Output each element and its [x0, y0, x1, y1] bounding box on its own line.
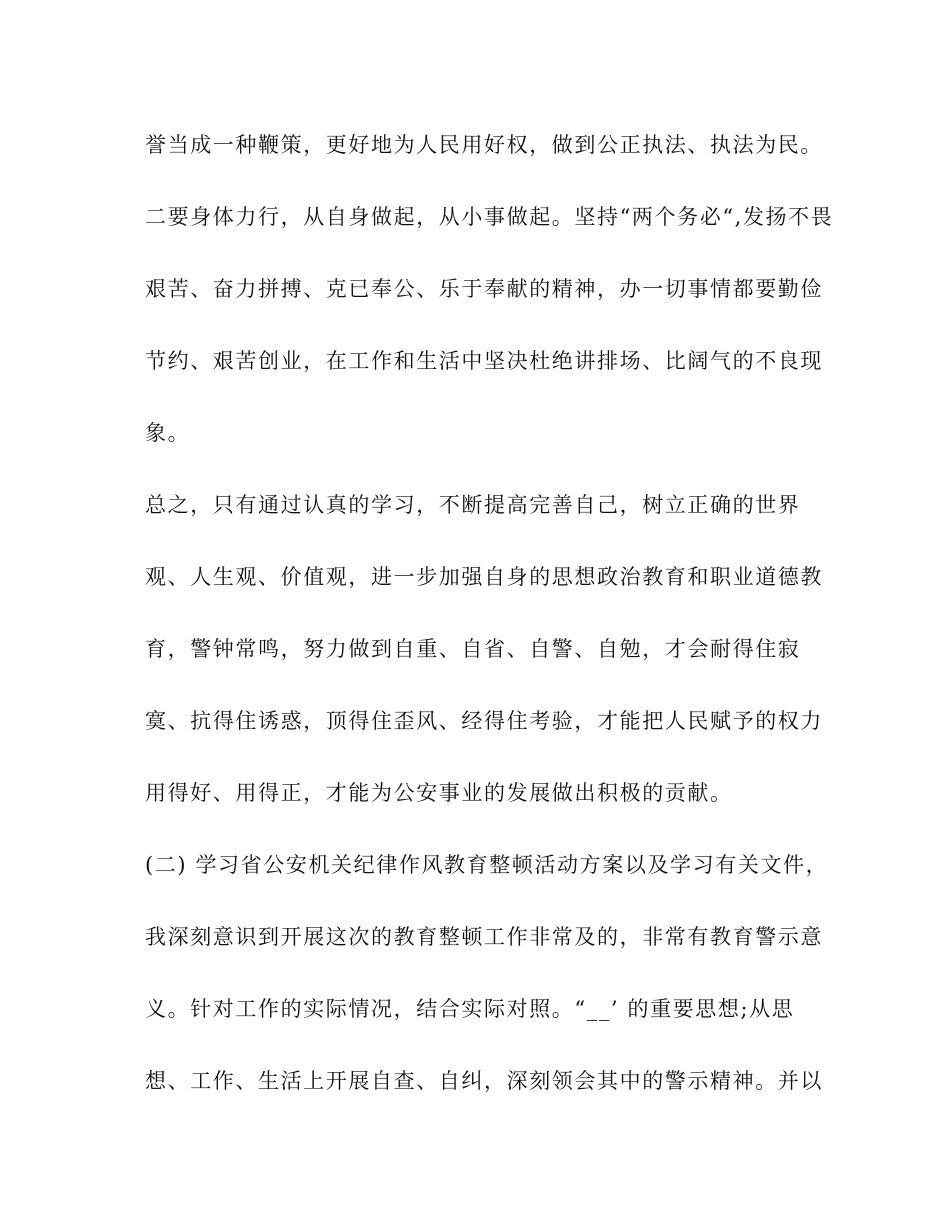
- text-line: 节约、艰苦创业，在工作和生活中坚决杜绝讲排场、比阔气的不良现: [145, 349, 823, 373]
- text-line: 誉当成一种鞭策，更好地为人民用好权，做到公正执法、执法为民。: [145, 133, 823, 157]
- text-line: 我深刻意识到开展这次的教育整顿工作非常及的，非常有教育警示意: [145, 925, 823, 949]
- text-line: (二) 学习省公安机关纪律作风教育整顿活动方案以及学习有关文件，: [145, 853, 829, 877]
- text-line: 用得好、用得正，才能为公安事业的发展做出积极的贡献。: [145, 781, 733, 805]
- text-line: 育，警钟常鸣，努力做到自重、自省、自警、自勉，才会耐得住寂: [145, 637, 801, 661]
- text-line: 象。: [145, 421, 191, 445]
- text-line: 观、人生观、价值观，进一步加强自身的思想政治教育和职业道德教: [145, 565, 823, 589]
- text-line: 二要身体力行，从自身做起，从小事做起。坚持“两个务必“,发扬不畏: [145, 205, 834, 229]
- text-line: 寞、抗得住诱惑，顶得住歪风、经得住考验，才能把人民赋予的权力: [145, 709, 823, 733]
- text-line: 义。针对工作的实际情况，结合实际对照。“__’ 的重要思想;从思: [145, 997, 795, 1021]
- text-line: 总之，只有通过认真的学习，不断提高完善自己，树立正确的世界: [145, 493, 801, 517]
- text-line: 想、工作、生活上开展自查、自纠，深刻领会其中的警示精神。并以: [145, 1069, 823, 1093]
- text-line: 艰苦、奋力拼搏、克已奉公、乐于奉献的精神，办一切事情都要勤俭: [145, 277, 823, 301]
